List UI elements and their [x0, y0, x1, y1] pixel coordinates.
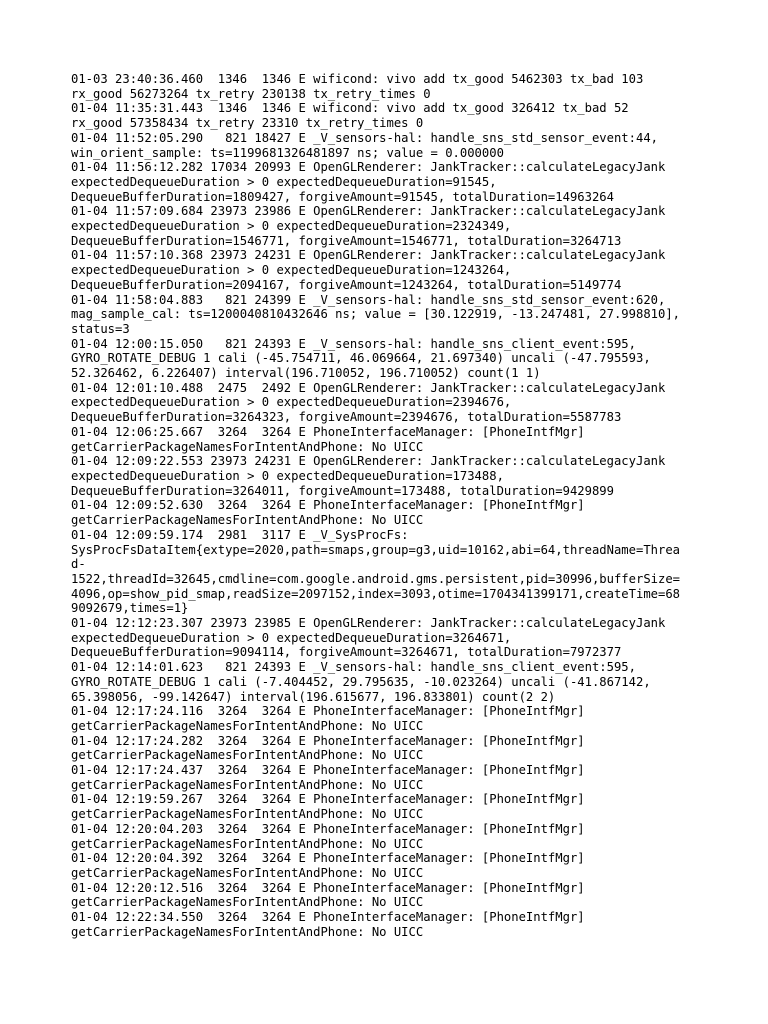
log-entry: 01-04 12:06:25.667 3264 3264 E PhoneInterfaceManager: [PhoneIntfMgr] getCarrierPackageNamesForIntentAndPhone: No UICC	[71, 424, 585, 454]
log-entry: 01-04 12:14:01.623 821 24393 E _V_sensors-hal: handle_sns_client_event:595, GYRO_ROTATE_DEBUG 1 cali (-7.404452, 29.795635, -10.023264) uncali (-41.867142, 65.398056, -99.142647) interval(196.615677, 196.833801) count(2 2)	[71, 660, 651, 704]
log-entry: 01-04 11:58:04.883 821 24399 E _V_sensors-hal: handle_sns_std_sensor_event:620, mag_sample_cal: ts=1200040810432646 ns; value = [30.122919, -13.247481, 27.998810], status=3	[71, 292, 681, 336]
log-entry: 01-04 12:12:23.307 23973 23985 E OpenGLRenderer: JankTracker::calculateLegacyJank expectedDequeueDuration > 0 expectedDequeueDuration=3264671, DequeueBufferDuration=9094114, forgiveAmount=3264671, totalDuration=7972377	[71, 616, 666, 660]
log-document	[71, 72, 701, 939]
log-entry: 01-04 12:00:15.050 821 24393 E _V_sensors-hal: handle_sns_client_event:595, GYRO_ROTATE_DEBUG 1 cali (-45.754711, 46.069664, 21.697340) uncali (-47.795593, 52.326462, 6.226407) interval(196.710052, 196.710052) count(1 1)	[71, 336, 651, 381]
log-entry: 01-04 11:52:05.290 821 18427 E _V_sensors-hal: handle_sns_std_sensor_event:44, win_orient_sample: ts=1199681326481897 ns; value = 0.000000	[71, 130, 658, 160]
log-entry: 01-04 12:17:24.116 3264 3264 E PhoneInterfaceManager: [PhoneIntfMgr] getCarrierPackageNamesForIntentAndPhone: No UICC	[71, 704, 585, 733]
log-entry: 01-03 23:40:36.460 1346 1346 E wificond: vivo add tx_good 5462303 tx_bad 103 rx_good 56273264 tx_retry 230138 tx_retry_times 0	[71, 72, 644, 101]
log-entry: 01-04 12:01:10.488 2475 2492 E OpenGLRenderer: JankTracker::calculateLegacyJank expectedDequeueDuration > 0 expectedDequeueDuration=2394676, DequeueBufferDuration=3264323, forgiveAmount=2394676, totalDuration=5587783	[71, 380, 666, 425]
log-entry: 01-04 12:20:04.203 3264 3264 E PhoneInterfaceManager: [PhoneIntfMgr] getCarrierPackageNamesForIntentAndPhone: No UICC	[71, 821, 585, 851]
log-entry: 01-04 11:57:10.368 23973 24231 E OpenGLRenderer: JankTracker::calculateLegacyJank expectedDequeueDuration > 0 expectedDequeueDuration=1243264, DequeueBufferDuration=2094167, forgiveAmount=1243264, totalDuration=5149774	[71, 248, 666, 292]
log-entry: 01-04 11:57:09.684 23973 23986 E OpenGLRenderer: JankTracker::calculateLegacyJank expectedDequeueDuration > 0 expectedDequeueDuration=2324349, DequeueBufferDuration=1546771, forgiveAmount=1546771, totalDuration=3264713	[71, 204, 666, 248]
log-entry: 01-04 12:09:52.630 3264 3264 E PhoneInterfaceManager: [PhoneIntfMgr] getCarrierPackageNamesForIntentAndPhone: No UICC	[71, 498, 585, 528]
log-entry: 01-04 11:35:31.443 1346 1346 E wificond: vivo add tx_good 326412 tx_bad 52 rx_good 57358434 tx_retry 23310 tx_retry_times 0	[71, 101, 629, 131]
log-entry: 01-04 12:09:59.174 2981 3117 E _V_SysProcFs: SysProcFsDataItem{extype=2020,path=smaps,group=g3,uid=10162,abi=64,threadName=Threa d- 1522,threadId=32645,cmdline=com.google.android.gms.persistent,pid=30996,bufferSize= 4096,op=show_pid_smap,readSize=2097152,index=3093,otime=1704341399171,createTime=68 9092679,times=1}	[71, 527, 681, 616]
log-entry: 01-04 12:09:22.553 23973 24231 E OpenGLRenderer: JankTracker::calculateLegacyJank expectedDequeueDuration > 0 expectedDequeueDuration=173488, DequeueBufferDuration=3264011, forgiveAmount=173488, totalDuration=9429899	[71, 454, 666, 498]
log-entry: 01-04 12:22:34.550 3264 3264 E PhoneInterfaceManager: [PhoneIntfMgr] getCarrierPackageNamesForIntentAndPhone: No UICC	[71, 910, 585, 939]
log-entry: 01-04 12:17:24.282 3264 3264 E PhoneInterfaceManager: [PhoneIntfMgr] getCarrierPackageNamesForIntentAndPhone: No UICC	[71, 733, 585, 763]
log-entry: 01-04 12:20:12.516 3264 3264 E PhoneInterfaceManager: [PhoneIntfMgr] getCarrierPackageNamesForIntentAndPhone: No UICC	[71, 880, 585, 910]
log-entry: 01-04 12:20:04.392 3264 3264 E PhoneInterfaceManager: [PhoneIntfMgr] getCarrierPackageNamesForIntentAndPhone: No UICC	[71, 851, 585, 880]
log-entry: 01-04 11:56:12.282 17034 20993 E OpenGLRenderer: JankTracker::calculateLegacyJank expectedDequeueDuration > 0 expectedDequeueDuration=91545, DequeueBufferDuration=1809427, forgiveAmount=91545, totalDuration=14963264	[71, 160, 666, 204]
log-entry: 01-04 12:19:59.267 3264 3264 E PhoneInterfaceManager: [PhoneIntfMgr] getCarrierPackageNamesForIntentAndPhone: No UICC	[71, 792, 585, 822]
log-entry: 01-04 12:17:24.437 3264 3264 E PhoneInterfaceManager: [PhoneIntfMgr] getCarrierPackageNamesForIntentAndPhone: No UICC	[71, 763, 585, 792]
